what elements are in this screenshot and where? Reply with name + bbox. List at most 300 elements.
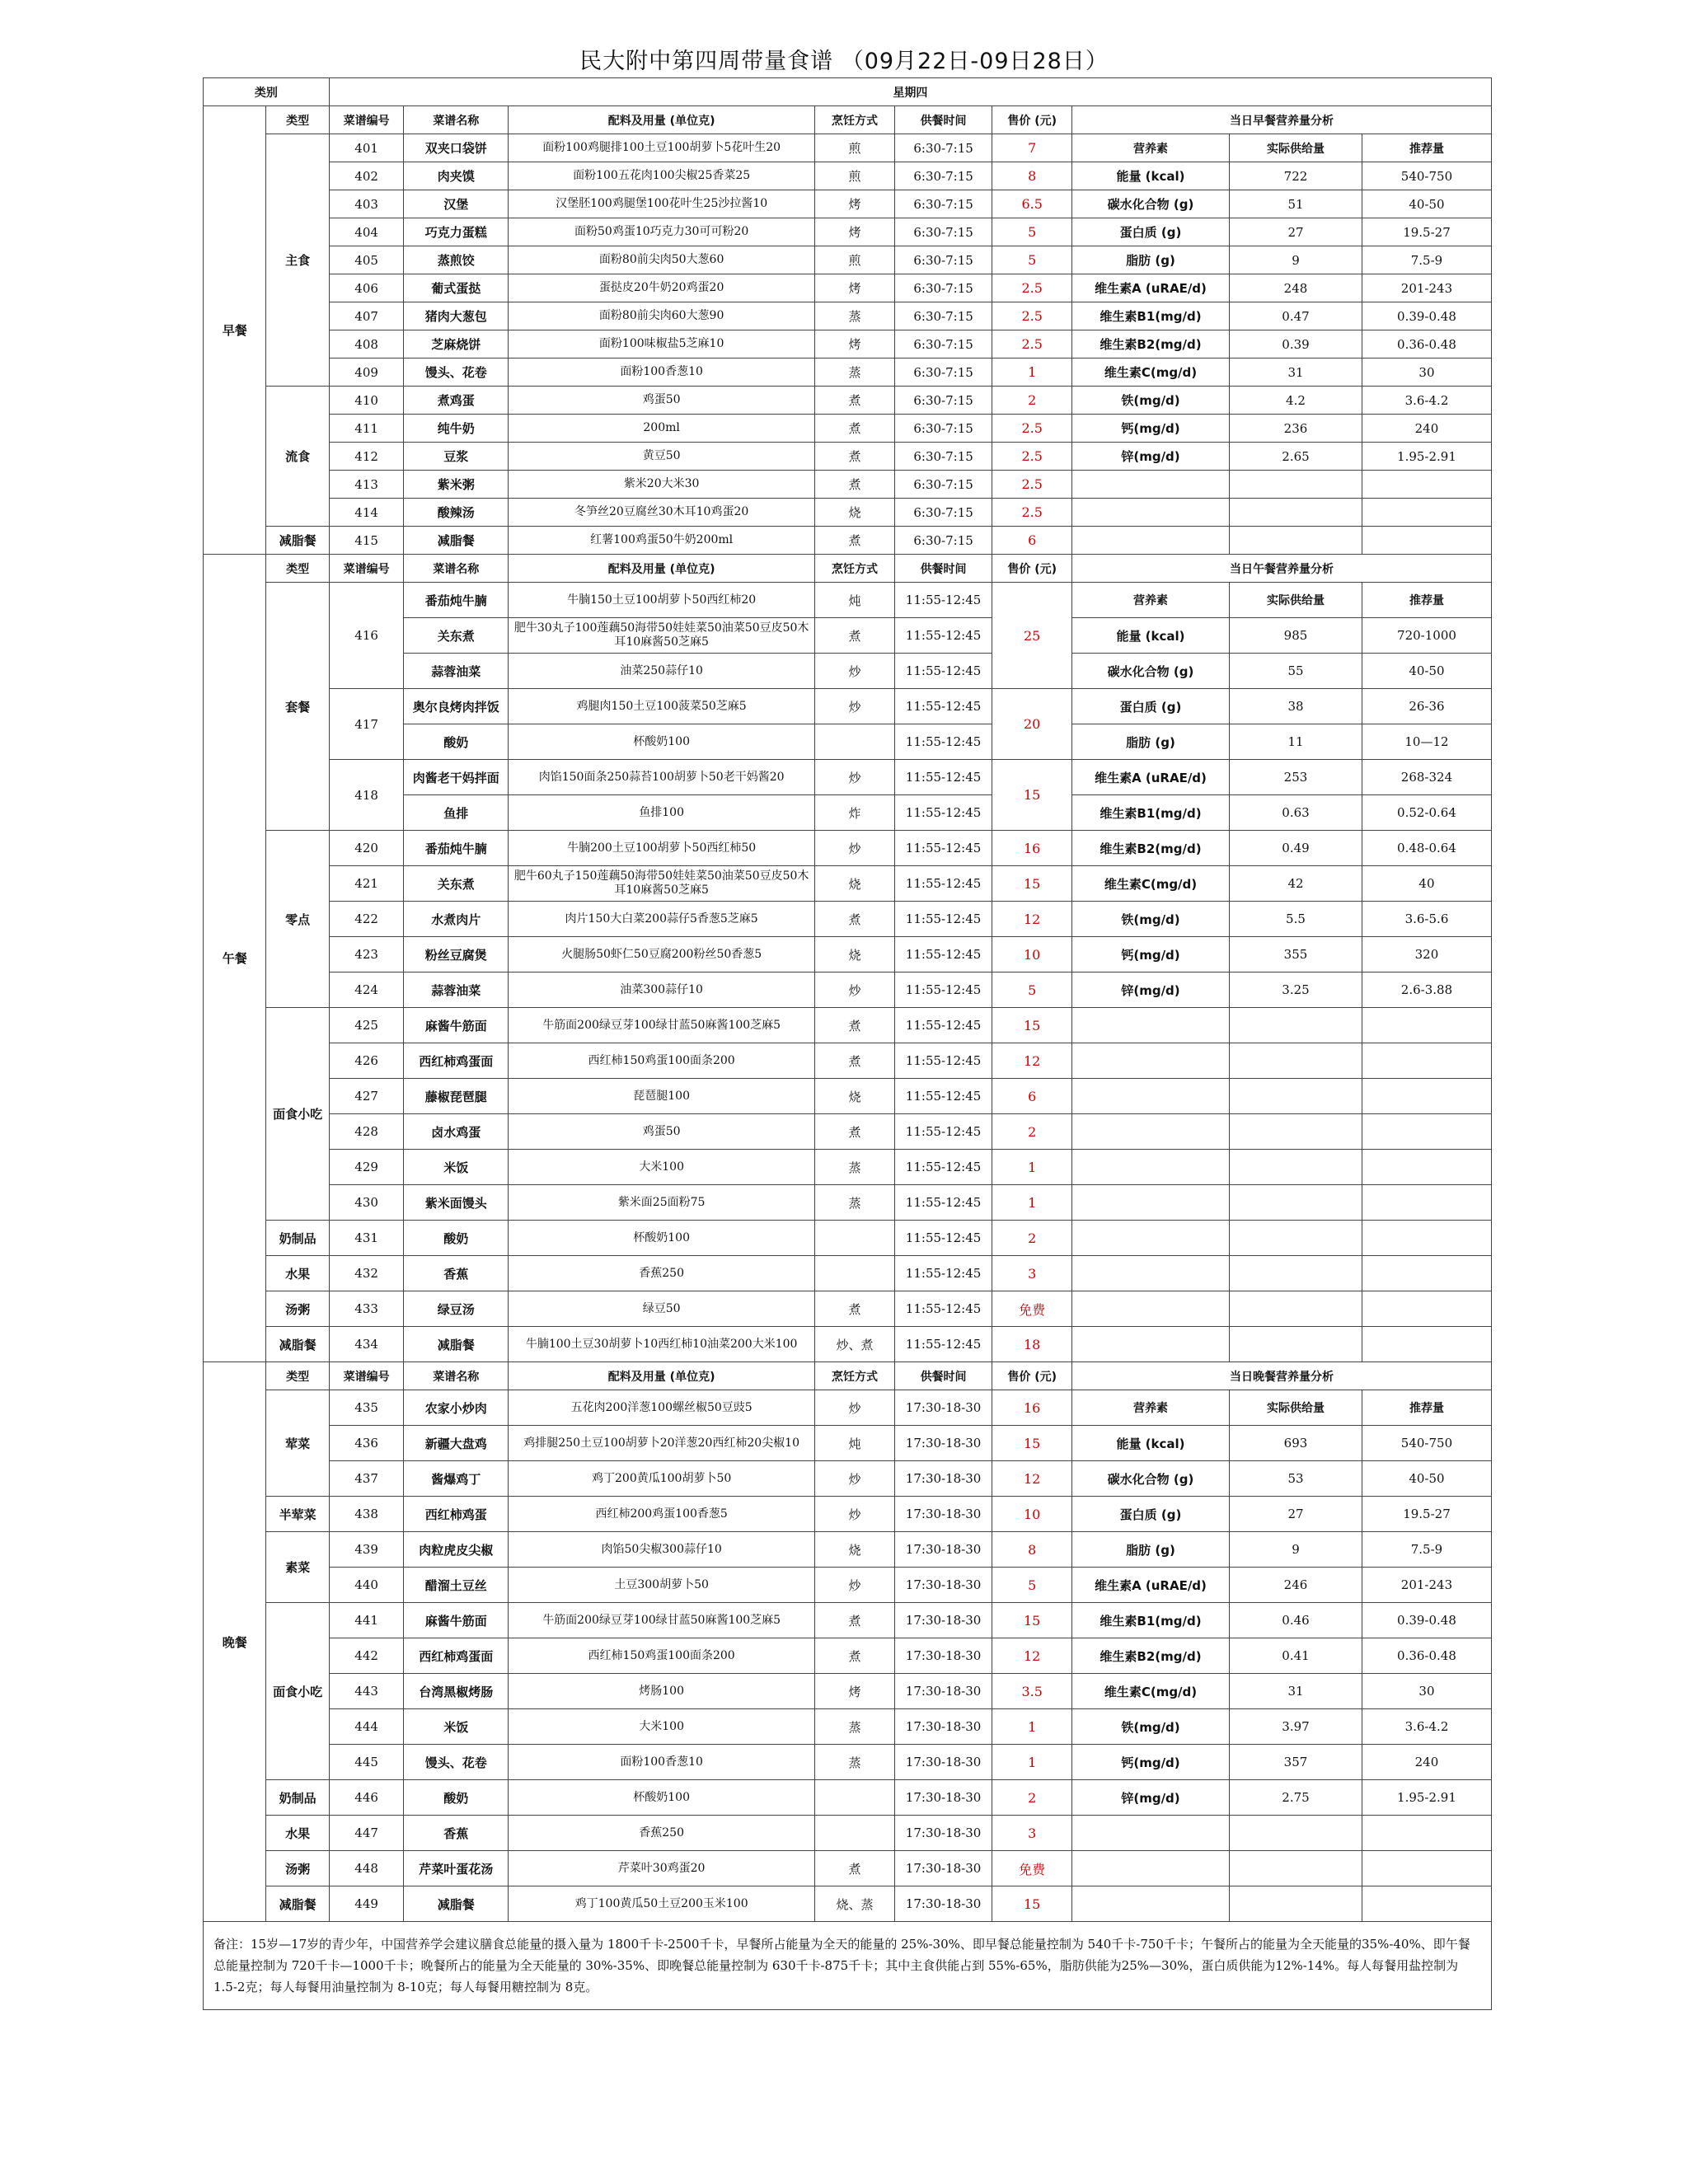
serving-time: 17:30-18-30 bbox=[894, 1851, 992, 1886]
nutrient-actual: 27 bbox=[1230, 218, 1362, 246]
cooking-method: 烤 bbox=[815, 190, 895, 218]
dish-code: 414 bbox=[329, 499, 404, 527]
dish-code: 449 bbox=[329, 1886, 404, 1922]
dish-code: 403 bbox=[329, 190, 404, 218]
cooking-method bbox=[815, 1816, 895, 1851]
cooking-method: 烧、蒸 bbox=[815, 1886, 895, 1922]
dish-code: 440 bbox=[329, 1568, 404, 1603]
group-label: 奶制品 bbox=[266, 1221, 329, 1256]
nutrient-recommended: 201-243 bbox=[1362, 274, 1491, 302]
dish-ingredients: 杯酸奶100 bbox=[509, 1780, 815, 1816]
set-code: 416 bbox=[329, 583, 404, 689]
nutrient-recommended: 0.48-0.64 bbox=[1362, 831, 1491, 866]
serving-time: 6:30-7:15 bbox=[894, 471, 992, 499]
dish-price: 15 bbox=[992, 1426, 1072, 1461]
serving-time: 11:55-12:45 bbox=[894, 1150, 992, 1185]
dish-name: 番茄炖牛腩 bbox=[404, 583, 509, 618]
empty-cell bbox=[1071, 1008, 1229, 1043]
group-label: 面食小吃 bbox=[266, 1008, 329, 1221]
column-header: 菜谱编号 bbox=[329, 555, 404, 583]
dish-price: 免费 bbox=[992, 1291, 1072, 1327]
column-header: 类型 bbox=[266, 555, 329, 583]
cooking-method: 煮 bbox=[815, 443, 895, 471]
dish-code: 402 bbox=[329, 162, 404, 190]
dish-row bbox=[204, 387, 1492, 415]
set-price: 15 bbox=[992, 760, 1072, 831]
dish-name: 卤水鸡蛋 bbox=[404, 1114, 509, 1150]
cooking-method: 煮 bbox=[815, 415, 895, 443]
empty-cell bbox=[1071, 499, 1229, 527]
serving-time: 17:30-18-30 bbox=[894, 1816, 992, 1851]
cooking-method: 煮 bbox=[815, 527, 895, 555]
empty-cell bbox=[1071, 1150, 1229, 1185]
nutrient-recommended: 10—12 bbox=[1362, 724, 1491, 760]
dish-row bbox=[204, 1461, 1492, 1497]
nutrient-actual: 0.47 bbox=[1230, 302, 1362, 330]
dish-row bbox=[204, 1114, 1492, 1150]
nutrient-recommended: 40 bbox=[1362, 866, 1491, 902]
nutrient-actual: 0.46 bbox=[1230, 1603, 1362, 1638]
nutrient-actual: 2.65 bbox=[1230, 443, 1362, 471]
nutrient-actual: 2.75 bbox=[1230, 1780, 1362, 1816]
dish-price: 6 bbox=[992, 527, 1072, 555]
dish-code: 404 bbox=[329, 218, 404, 246]
dish-row bbox=[204, 359, 1492, 387]
serving-time: 11:55-12:45 bbox=[894, 1185, 992, 1221]
serving-time: 11:55-12:45 bbox=[894, 902, 992, 937]
empty-cell bbox=[1362, 1008, 1491, 1043]
dish-price: 3.5 bbox=[992, 1674, 1072, 1709]
serving-time: 17:30-18-30 bbox=[894, 1709, 992, 1745]
dish-name: 西红柿鸡蛋面 bbox=[404, 1043, 509, 1079]
empty-cell bbox=[1362, 1851, 1491, 1886]
serving-time: 11:55-12:45 bbox=[894, 1256, 992, 1291]
dish-name: 新疆大盘鸡 bbox=[404, 1426, 509, 1461]
nutrient-name: 维生素C(mg/d) bbox=[1071, 1674, 1229, 1709]
cooking-method: 蒸 bbox=[815, 1150, 895, 1185]
dish-code: 408 bbox=[329, 330, 404, 359]
dish-code: 415 bbox=[329, 527, 404, 555]
cooking-method: 炒 bbox=[815, 760, 895, 795]
dish-name: 绿豆汤 bbox=[404, 1291, 509, 1327]
column-header: 供餐时间 bbox=[894, 106, 992, 134]
dish-row bbox=[204, 902, 1492, 937]
footnote: 备注：15岁—17岁的青少年，中国营养学会建议膳食总能量的摄入量为 1800千卡-2500千卡，早餐所占能量为全天的能量的 25%-30%、即早餐总能量控制为 540千卡-750千卡；午餐所占的能量为全天能量的35%-40%、即午餐总能量控制为 720千卡—1000千卡；晚餐所占的能量为全天能量的 30%-35%、即晚餐总能量控制为 630千卡-875千卡；其中主食供能占到 55%-65%，脂肪供能为25%—30%，蛋白质供能为12%-14%。每人每餐用盐控制为 1.5-2克；每人每餐用油量控制为 8-10克；每人每餐用糖控制为 8克。 bbox=[204, 1922, 1492, 2010]
dish-ingredients: 杯酸奶100 bbox=[509, 1221, 815, 1256]
dish-row bbox=[204, 1079, 1492, 1114]
dish-ingredients: 肥牛60丸子150莲藕50海带50娃娃菜50油菜50豆皮50木耳10麻酱50芝麻5 bbox=[509, 866, 815, 902]
nutrition-header: 推荐量 bbox=[1362, 1390, 1491, 1426]
dish-row bbox=[204, 134, 1492, 162]
nutrient-actual: 246 bbox=[1230, 1568, 1362, 1603]
serving-time: 17:30-18-30 bbox=[894, 1426, 992, 1461]
dish-row bbox=[204, 760, 1492, 795]
serving-time: 17:30-18-30 bbox=[894, 1497, 992, 1532]
empty-cell bbox=[1362, 1185, 1491, 1221]
dish-code: 429 bbox=[329, 1150, 404, 1185]
nutrient-actual: 9 bbox=[1230, 1532, 1362, 1568]
dish-name: 藤椒琵琶腿 bbox=[404, 1079, 509, 1114]
dish-row bbox=[204, 689, 1492, 724]
group-label: 半荤菜 bbox=[266, 1497, 329, 1532]
cooking-method bbox=[815, 724, 895, 760]
set-code: 417 bbox=[329, 689, 404, 760]
serving-time: 17:30-18-30 bbox=[894, 1638, 992, 1674]
empty-cell bbox=[1362, 1291, 1491, 1327]
dish-ingredients: 牛腩200土豆100胡萝卜50西红柿50 bbox=[509, 831, 815, 866]
dish-row bbox=[204, 1780, 1492, 1816]
dish-name: 馒头、花卷 bbox=[404, 1745, 509, 1780]
nutrient-recommended: 3.6-4.2 bbox=[1362, 387, 1491, 415]
dish-code: 413 bbox=[329, 471, 404, 499]
nutrient-recommended: 7.5-9 bbox=[1362, 246, 1491, 274]
dish-code: 409 bbox=[329, 359, 404, 387]
empty-cell bbox=[1230, 1185, 1362, 1221]
dish-name: 减脂餐 bbox=[404, 1327, 509, 1362]
nutrient-actual: 355 bbox=[1230, 937, 1362, 972]
cooking-method: 烤 bbox=[815, 1674, 895, 1709]
nutrient-name: 能量 (kcal) bbox=[1071, 1426, 1229, 1461]
dish-ingredients: 西红柿150鸡蛋100面条200 bbox=[509, 1638, 815, 1674]
dish-row bbox=[204, 218, 1492, 246]
empty-cell bbox=[1071, 527, 1229, 555]
dish-name: 双夹口袋饼 bbox=[404, 134, 509, 162]
nutrient-actual: 236 bbox=[1230, 415, 1362, 443]
nutrient-recommended: 720-1000 bbox=[1362, 618, 1491, 654]
dish-row bbox=[204, 527, 1492, 555]
nutrient-actual: 53 bbox=[1230, 1461, 1362, 1497]
serving-time: 11:55-12:45 bbox=[894, 724, 992, 760]
dish-name: 酸奶 bbox=[404, 1780, 509, 1816]
nutrition-header: 实际供给量 bbox=[1230, 134, 1362, 162]
dish-name: 麻酱牛筋面 bbox=[404, 1008, 509, 1043]
dish-ingredients: 鸡腿肉150土豆100菠菜50芝麻5 bbox=[509, 689, 815, 724]
nutrient-name: 维生素B2(mg/d) bbox=[1071, 831, 1229, 866]
nutrient-name: 蛋白质 (g) bbox=[1071, 218, 1229, 246]
nutrient-recommended: 40-50 bbox=[1362, 190, 1491, 218]
serving-time: 6:30-7:15 bbox=[894, 330, 992, 359]
dish-row bbox=[204, 499, 1492, 527]
nutrient-name: 铁(mg/d) bbox=[1071, 902, 1229, 937]
column-header: 类型 bbox=[266, 106, 329, 134]
nutrient-recommended: 0.36-0.48 bbox=[1362, 330, 1491, 359]
nutrient-actual: 693 bbox=[1230, 1426, 1362, 1461]
dish-ingredients: 火腿肠50虾仁50豆腐200粉丝50香葱5 bbox=[509, 937, 815, 972]
empty-cell bbox=[1071, 1851, 1229, 1886]
dish-row bbox=[204, 1851, 1492, 1886]
dish-name: 豆浆 bbox=[404, 443, 509, 471]
dish-name: 芝麻烧饼 bbox=[404, 330, 509, 359]
dish-row bbox=[204, 1390, 1492, 1426]
dish-price: 16 bbox=[992, 1390, 1072, 1426]
nutrient-recommended: 0.36-0.48 bbox=[1362, 1638, 1491, 1674]
serving-time: 17:30-18-30 bbox=[894, 1390, 992, 1426]
dish-ingredients: 牛腩150土豆100胡萝卜50西红柿20 bbox=[509, 583, 815, 618]
nutrient-recommended: 0.39-0.48 bbox=[1362, 302, 1491, 330]
dish-row bbox=[204, 1745, 1492, 1780]
empty-cell bbox=[1230, 1221, 1362, 1256]
nutrient-actual: 722 bbox=[1230, 162, 1362, 190]
dish-code: 421 bbox=[329, 866, 404, 902]
dish-name: 西红柿鸡蛋面 bbox=[404, 1638, 509, 1674]
dish-price: 8 bbox=[992, 162, 1072, 190]
nutrient-name: 脂肪 (g) bbox=[1071, 724, 1229, 760]
dish-row bbox=[204, 937, 1492, 972]
dish-ingredients: 肥牛30丸子100莲藕50海带50娃娃菜50油菜50豆皮50木耳10麻酱50芝麻5 bbox=[509, 618, 815, 654]
nutrition-analysis-title: 当日晚餐营养量分析 bbox=[1071, 1362, 1491, 1390]
dish-name: 紫米粥 bbox=[404, 471, 509, 499]
nutrient-name: 锌(mg/d) bbox=[1071, 1780, 1229, 1816]
dish-ingredients: 油菜250蒜仔10 bbox=[509, 654, 815, 689]
dish-price: 15 bbox=[992, 1008, 1072, 1043]
empty-cell bbox=[1362, 1327, 1491, 1362]
dish-name: 奥尔良烤肉拌饭 bbox=[404, 689, 509, 724]
dish-code: 442 bbox=[329, 1638, 404, 1674]
cooking-method: 烤 bbox=[815, 218, 895, 246]
nutrient-actual: 4.2 bbox=[1230, 387, 1362, 415]
cooking-method: 煮 bbox=[815, 618, 895, 654]
nutrient-name: 蛋白质 (g) bbox=[1071, 1497, 1229, 1532]
dish-name: 蒸煎饺 bbox=[404, 246, 509, 274]
dish-price: 6 bbox=[992, 1079, 1072, 1114]
dish-row bbox=[204, 1568, 1492, 1603]
serving-time: 6:30-7:15 bbox=[894, 274, 992, 302]
dish-row bbox=[204, 583, 1492, 618]
cooking-method: 炒 bbox=[815, 1390, 895, 1426]
dish-ingredients: 大米100 bbox=[509, 1150, 815, 1185]
cooking-method: 炖 bbox=[815, 1426, 895, 1461]
empty-cell bbox=[1362, 1886, 1491, 1922]
dish-price: 8 bbox=[992, 1532, 1072, 1568]
empty-cell bbox=[1071, 1886, 1229, 1922]
dish-ingredients: 五花肉200洋葱100螺丝椒50豆豉5 bbox=[509, 1390, 815, 1426]
dish-code: 448 bbox=[329, 1851, 404, 1886]
dish-ingredients: 面粉80前尖肉60大葱90 bbox=[509, 302, 815, 330]
empty-cell bbox=[1362, 1079, 1491, 1114]
dish-ingredients: 鸡丁200黄瓜100胡萝卜50 bbox=[509, 1461, 815, 1497]
dish-code: 436 bbox=[329, 1426, 404, 1461]
dish-row bbox=[204, 1816, 1492, 1851]
nutrition-header: 推荐量 bbox=[1362, 134, 1491, 162]
dish-row bbox=[204, 1709, 1492, 1745]
dish-price: 2.5 bbox=[992, 471, 1072, 499]
dish-price: 2 bbox=[992, 1221, 1072, 1256]
serving-time: 17:30-18-30 bbox=[894, 1886, 992, 1922]
group-label: 水果 bbox=[266, 1256, 329, 1291]
dish-name: 米饭 bbox=[404, 1150, 509, 1185]
dish-row bbox=[204, 190, 1492, 218]
dish-name: 汉堡 bbox=[404, 190, 509, 218]
dish-price: 10 bbox=[992, 937, 1072, 972]
dish-price: 15 bbox=[992, 1603, 1072, 1638]
nutrient-recommended: 320 bbox=[1362, 937, 1491, 972]
dish-code: 427 bbox=[329, 1079, 404, 1114]
column-header: 类型 bbox=[266, 1362, 329, 1390]
nutrient-recommended: 240 bbox=[1362, 1745, 1491, 1780]
dish-price: 12 bbox=[992, 1638, 1072, 1674]
dish-code: 432 bbox=[329, 1256, 404, 1291]
nutrient-name: 能量 (kcal) bbox=[1071, 618, 1229, 654]
nutrient-recommended: 201-243 bbox=[1362, 1568, 1491, 1603]
dish-name: 蒜蓉油菜 bbox=[404, 972, 509, 1008]
dish-code: 438 bbox=[329, 1497, 404, 1532]
cooking-method: 炒 bbox=[815, 972, 895, 1008]
nutrient-name: 维生素C(mg/d) bbox=[1071, 359, 1229, 387]
nutrient-name: 维生素B2(mg/d) bbox=[1071, 1638, 1229, 1674]
cooking-method: 煮 bbox=[815, 1603, 895, 1638]
column-header: 烹饪方式 bbox=[815, 106, 895, 134]
dish-ingredients: 冬笋丝20豆腐丝30木耳10鸡蛋20 bbox=[509, 499, 815, 527]
empty-cell bbox=[1362, 1256, 1491, 1291]
dish-ingredients: 肉馅50尖椒300蒜仔10 bbox=[509, 1532, 815, 1568]
dish-name: 肉粒虎皮尖椒 bbox=[404, 1532, 509, 1568]
empty-cell bbox=[1362, 1043, 1491, 1079]
dish-name: 粉丝豆腐煲 bbox=[404, 937, 509, 972]
dish-row bbox=[204, 972, 1492, 1008]
dish-row bbox=[204, 274, 1492, 302]
serving-time: 6:30-7:15 bbox=[894, 218, 992, 246]
group-label: 汤粥 bbox=[266, 1851, 329, 1886]
dish-price: 免费 bbox=[992, 1851, 1072, 1886]
nutrient-name: 钙(mg/d) bbox=[1071, 937, 1229, 972]
dish-price: 7 bbox=[992, 134, 1072, 162]
column-header: 菜谱名称 bbox=[404, 106, 509, 134]
group-label: 面食小吃 bbox=[266, 1603, 329, 1780]
nutrient-recommended: 268-324 bbox=[1362, 760, 1491, 795]
dish-price: 6.5 bbox=[992, 190, 1072, 218]
empty-cell bbox=[1230, 1851, 1362, 1886]
empty-cell bbox=[1230, 471, 1362, 499]
serving-time: 11:55-12:45 bbox=[894, 1079, 992, 1114]
empty-cell bbox=[1362, 1114, 1491, 1150]
dish-ingredients: 面粉50鸡蛋10巧克力30可可粉20 bbox=[509, 218, 815, 246]
dish-row bbox=[204, 1674, 1492, 1709]
nutrient-actual: 3.25 bbox=[1230, 972, 1362, 1008]
dish-code: 443 bbox=[329, 1674, 404, 1709]
dish-name: 水煮肉片 bbox=[404, 902, 509, 937]
dish-ingredients: 牛腩100土豆30胡萝卜10西红柿10油菜200大米100 bbox=[509, 1327, 815, 1362]
dish-name: 肉酱老干妈拌面 bbox=[404, 760, 509, 795]
serving-time: 6:30-7:15 bbox=[894, 415, 992, 443]
dish-ingredients: 鸡排腿250土豆100胡萝卜20洋葱20西红柿20尖椒10 bbox=[509, 1426, 815, 1461]
note-row bbox=[204, 1922, 1492, 2010]
cooking-method: 煮 bbox=[815, 471, 895, 499]
dish-row bbox=[204, 246, 1492, 274]
dish-price: 1 bbox=[992, 1745, 1072, 1780]
dish-ingredients: 鸡蛋50 bbox=[509, 387, 815, 415]
dish-price: 3 bbox=[992, 1256, 1072, 1291]
nutrient-actual: 248 bbox=[1230, 274, 1362, 302]
day-header: 星期四 bbox=[329, 78, 1491, 106]
dish-code: 425 bbox=[329, 1008, 404, 1043]
nutrient-recommended: 1.95-2.91 bbox=[1362, 1780, 1491, 1816]
dish-code: 405 bbox=[329, 246, 404, 274]
dish-ingredients: 面粉100香葱10 bbox=[509, 359, 815, 387]
serving-time: 6:30-7:15 bbox=[894, 134, 992, 162]
cooking-method: 炒、煮 bbox=[815, 1327, 895, 1362]
serving-time: 17:30-18-30 bbox=[894, 1780, 992, 1816]
cooking-method: 煮 bbox=[815, 387, 895, 415]
dish-code: 434 bbox=[329, 1327, 404, 1362]
nutrient-actual: 55 bbox=[1230, 654, 1362, 689]
dish-row bbox=[204, 1043, 1492, 1079]
nutrient-name: 维生素B1(mg/d) bbox=[1071, 302, 1229, 330]
serving-time: 11:55-12:45 bbox=[894, 1043, 992, 1079]
nutrient-actual: 253 bbox=[1230, 760, 1362, 795]
column-header-row bbox=[204, 555, 1492, 583]
nutrient-name: 钙(mg/d) bbox=[1071, 1745, 1229, 1780]
dish-code: 406 bbox=[329, 274, 404, 302]
dish-name: 肉夹馍 bbox=[404, 162, 509, 190]
dish-price: 2.5 bbox=[992, 499, 1072, 527]
nutrient-recommended: 240 bbox=[1362, 415, 1491, 443]
dish-price: 1 bbox=[992, 1709, 1072, 1745]
serving-time: 11:55-12:45 bbox=[894, 795, 992, 831]
dish-price: 1 bbox=[992, 359, 1072, 387]
nutrient-recommended: 0.39-0.48 bbox=[1362, 1603, 1491, 1638]
group-label: 套餐 bbox=[266, 583, 329, 831]
empty-cell bbox=[1230, 1043, 1362, 1079]
nutrient-recommended: 40-50 bbox=[1362, 654, 1491, 689]
group-label: 奶制品 bbox=[266, 1780, 329, 1816]
dish-code: 435 bbox=[329, 1390, 404, 1426]
nutrition-analysis-title: 当日早餐营养量分析 bbox=[1071, 106, 1491, 134]
nutrient-actual: 27 bbox=[1230, 1497, 1362, 1532]
dish-price: 2.5 bbox=[992, 302, 1072, 330]
dish-ingredients: 油菜300蒜仔10 bbox=[509, 972, 815, 1008]
nutrient-actual: 985 bbox=[1230, 618, 1362, 654]
dish-name: 煮鸡蛋 bbox=[404, 387, 509, 415]
cooking-method: 炖 bbox=[815, 583, 895, 618]
dish-ingredients: 琵琶腿100 bbox=[509, 1079, 815, 1114]
dish-name: 减脂餐 bbox=[404, 527, 509, 555]
dish-price: 2 bbox=[992, 1114, 1072, 1150]
nutrient-recommended: 19.5-27 bbox=[1362, 218, 1491, 246]
empty-cell bbox=[1362, 499, 1491, 527]
empty-cell bbox=[1362, 1221, 1491, 1256]
empty-cell bbox=[1230, 1816, 1362, 1851]
dish-row bbox=[204, 1327, 1492, 1362]
cooking-method: 蒸 bbox=[815, 1709, 895, 1745]
serving-time: 11:55-12:45 bbox=[894, 1291, 992, 1327]
dish-name: 香蕉 bbox=[404, 1816, 509, 1851]
dish-ingredients: 蛋挞皮20牛奶20鸡蛋20 bbox=[509, 274, 815, 302]
dish-row bbox=[204, 1638, 1492, 1674]
dish-row bbox=[204, 866, 1492, 902]
cooking-method: 煮 bbox=[815, 1851, 895, 1886]
nutrient-actual: 38 bbox=[1230, 689, 1362, 724]
dish-price: 12 bbox=[992, 902, 1072, 937]
dish-ingredients: 肉馅150面条250蒜苔100胡萝卜50老干妈酱20 bbox=[509, 760, 815, 795]
dish-code: 433 bbox=[329, 1291, 404, 1327]
menu-table bbox=[203, 77, 1492, 2010]
nutrient-name: 脂肪 (g) bbox=[1071, 246, 1229, 274]
empty-cell bbox=[1230, 1256, 1362, 1291]
dish-name: 酸奶 bbox=[404, 1221, 509, 1256]
dish-name: 麻酱牛筋面 bbox=[404, 1603, 509, 1638]
dish-price: 2.5 bbox=[992, 443, 1072, 471]
dish-code: 428 bbox=[329, 1114, 404, 1150]
dish-name: 台湾黑椒烤肠 bbox=[404, 1674, 509, 1709]
dish-price: 16 bbox=[992, 831, 1072, 866]
serving-time: 6:30-7:15 bbox=[894, 387, 992, 415]
dish-name: 关东煮 bbox=[404, 866, 509, 902]
empty-cell bbox=[1230, 499, 1362, 527]
cooking-method: 烧 bbox=[815, 1079, 895, 1114]
empty-cell bbox=[1071, 1256, 1229, 1291]
dish-code: 439 bbox=[329, 1532, 404, 1568]
group-label: 减脂餐 bbox=[266, 1327, 329, 1362]
